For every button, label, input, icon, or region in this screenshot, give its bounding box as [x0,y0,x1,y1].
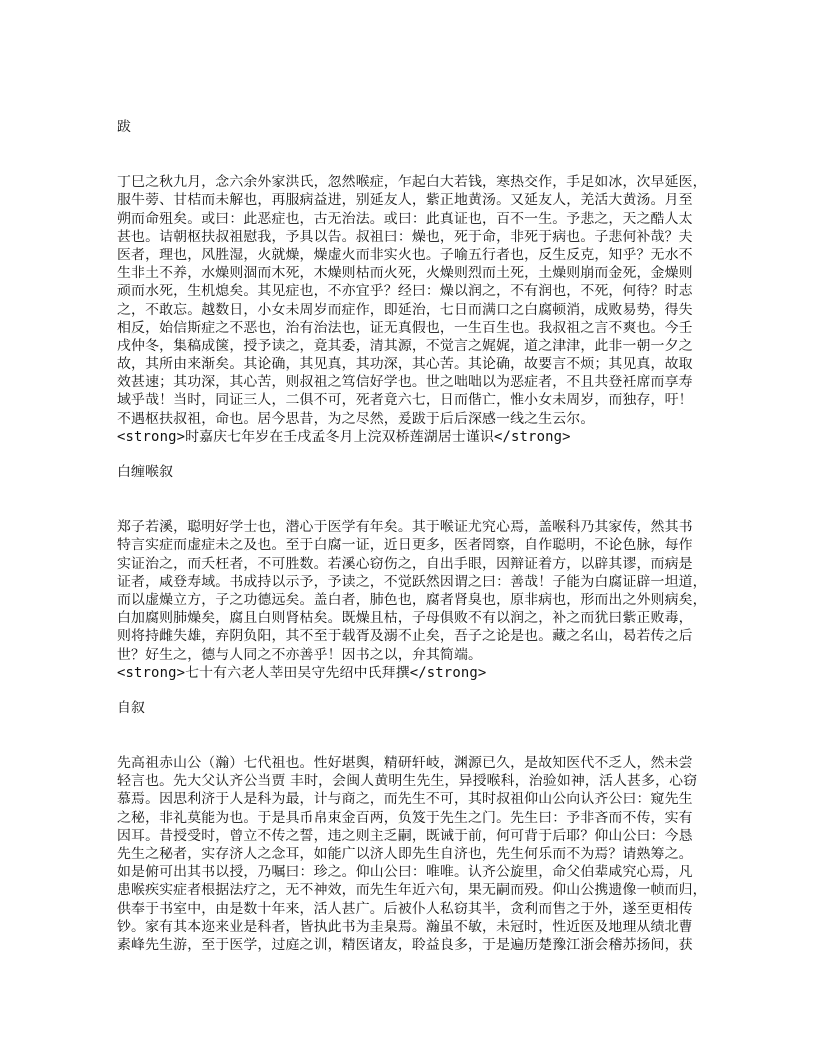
text-line: 轻言也。先大父认齐公当贾 丰时，会闽人黄明生先生，异授喉科，治验如神，活人甚多，心窃 [117,773,698,790]
text-line: 甚也。诘朝枢扶叔祖慰我，予具以告。叔祖曰：燥也，死于命，非死于病也。子悲何补哉？夫 [117,228,693,245]
text-line: 白加腐则肺燥矣，腐且白则肾枯矣。既燥且枯，子母俱败不有以润之，补之而犹曰紫正败毒， [117,610,693,627]
text-line: 生非土不养，水燥则涸而木死，木燥则枯而火死，火燥则烈而土死，土燥则崩而金死，金燥则 [117,265,693,282]
section-preface-baichanhou [117,463,707,682]
text-line: 之，不敢忘。越数日，小女未周岁而症作，即延治，七日而满口之白腐顿消，成败易势，得失 [117,301,693,318]
text-line: 故，其所由来渐矣。其论确，其见真，其功深，其心苦。其论确，故要言不烦；其见真，故取 [117,356,693,373]
section-postscript [117,118,707,446]
text-line: 患喉疾实症者根据法疗之，无不神效，而先生年近六旬，果无嗣而殁。仰山公携遗像一帧而归， [117,882,707,899]
text-line: 证者，咸登寿域。书成持以示予，予读之，不觉跃然因谓之曰：善哉！子能为白腐证辟一坦道， [117,573,707,590]
text-line: 慕焉。因思利济于人是科为最，计与商之，而先生不可，其时叔祖仰山公向认齐公曰：窥先生 [117,791,693,808]
text-line: 实证治之，而夭枉者，不可胜数。若溪心窃伤之，自出手眼，因辩证着方，以辟其谬，而病是 [117,555,693,572]
text-line: 特言实症而虚症未之及也。至于白腐一证，近日更多，医者罔察，自作聪明，不论色脉，每作 [117,537,693,554]
section-author-preface [117,699,707,954]
text-line: 钞。家有其本迩来业是科者，皆执此书为圭臬焉。瀚虽不敏，未冠时，性近医及地理从绩北曹 [117,918,693,935]
section-body [117,518,707,664]
text-line: 因耳。昔授受时，曾立不传之誓，违之则主乏嗣，既诫于前，何可背于后耶？仰山公曰：今恳 [117,827,693,844]
text-line: 如是俯可出其书以授，乃嘱曰：珍之。仰山公曰：唯唯。认齐公旋里，命父伯辈咸究心焉，凡 [117,864,693,881]
text-line: 先生之秘者，实存济人之念耳，如能广以济人即先生自济也，先生何乐而不为焉？请熟筹之。 [117,846,693,862]
text-line: 不遇枢扶叔祖，命也。居今思昔，为之尽然，爰跋于后后深感一线之生云尔。 [117,410,595,427]
text-line: 丁巳之秋九月，念六余外家洪氏，忽然喉症，乍起白大若钱，寒热交作，手足如冰，次早延医， [117,174,707,191]
section-heading: 白缠喉叙 [117,464,174,480]
text-line: 之秘，非礼莫能为也。于是具币帛束金百两，负笈于先生之门。先生曰：予非吝而不传，实有 [117,809,693,826]
text-line: 先高祖赤山公（瀚）七代祖也。性好堪舆，精研轩岐，渊源已久，是故知医代不乏人，然未尝 [117,755,693,772]
text-line: 顽而水死，生机熄矣。其见症也，不亦宜乎？经曰：燥以润之，不有润也，不死，何待？时志 [117,283,693,300]
text-line: 朔而命殂矣。或曰：此恶症也，古无治法。或曰：此真证也，百不一生。予悲之，天之酷人太 [117,210,693,227]
text-line: 则将持雌失雄，弃阴负阳，其不至于载胥及溺不止矣，吾子之论是也。藏之名山，曷若传之后 [117,628,693,645]
text-line: 相反，始信斯症之不恶也，治有治法也，证无真假也，一生百生也。我叔祖之言不爽也。今壬 [117,319,693,336]
section-body [117,173,707,428]
section-signature: <strong>时嘉庆七年岁在壬戌孟冬月上浣双桥莲湖居士谨识</strong> [117,428,571,445]
text-line: 而以虚燥立方，子之功德远矣。盖白者，肺色也，腐者肾臭也，原非病也，形而出之外则病矣， [117,591,707,608]
section-body [117,754,707,954]
text-line: 世？好生之，德与人同之不亦善乎！因书之以，弁其简端。 [117,646,483,663]
section-heading: 跋 [117,119,132,135]
text-line: 服牛蒡、甘桔而未解也，再服病益进，别延友人，紫正地黄汤。又延友人，羌活大黄汤。月至 [117,192,693,209]
text-line: 戌仲冬，集稿成箧，授予读之，竟其委，清其源，不觉言之娓娓，道之津津，此非一朝一夕之 [117,337,693,354]
section-signature: <strong>七十有六老人莘田吴守先绍中氏拜撰</strong> [117,664,487,681]
text-line: 素峰先生游，至于医学，过庭之训，精医诸友，聆益良多，于是遍历楚豫江浙会稽苏扬间，获 [117,936,693,953]
text-line: 郑子若溪，聪明好学士也，潜心于医学有年矣。其于喉证尤究心焉，盖喉科乃其家传，然其书 [117,519,693,536]
text-line: 域乎哉！当时，同证三人，二俱不可，死者竟六七，日而偕亡，惟小女未周岁，而独存，吁！ [117,392,693,409]
text-line: 效甚速；其功深，其心苦，则叔祖之笃信好学也。世之咄咄以为恶症者，不且共登衽席而享寿 [117,374,693,391]
text-line: 供奉于书室中，由是数十年来，活人甚广。后被仆人私窃其半，贪利而售之于外，遂至更相传 [117,900,693,917]
section-heading: 自叙 [117,699,146,716]
text-line: 医者，理也，风胜湿，火就燥，燥虚火而非实火也。子喻五行者也，反生反克，知乎？无水不 [117,246,693,263]
